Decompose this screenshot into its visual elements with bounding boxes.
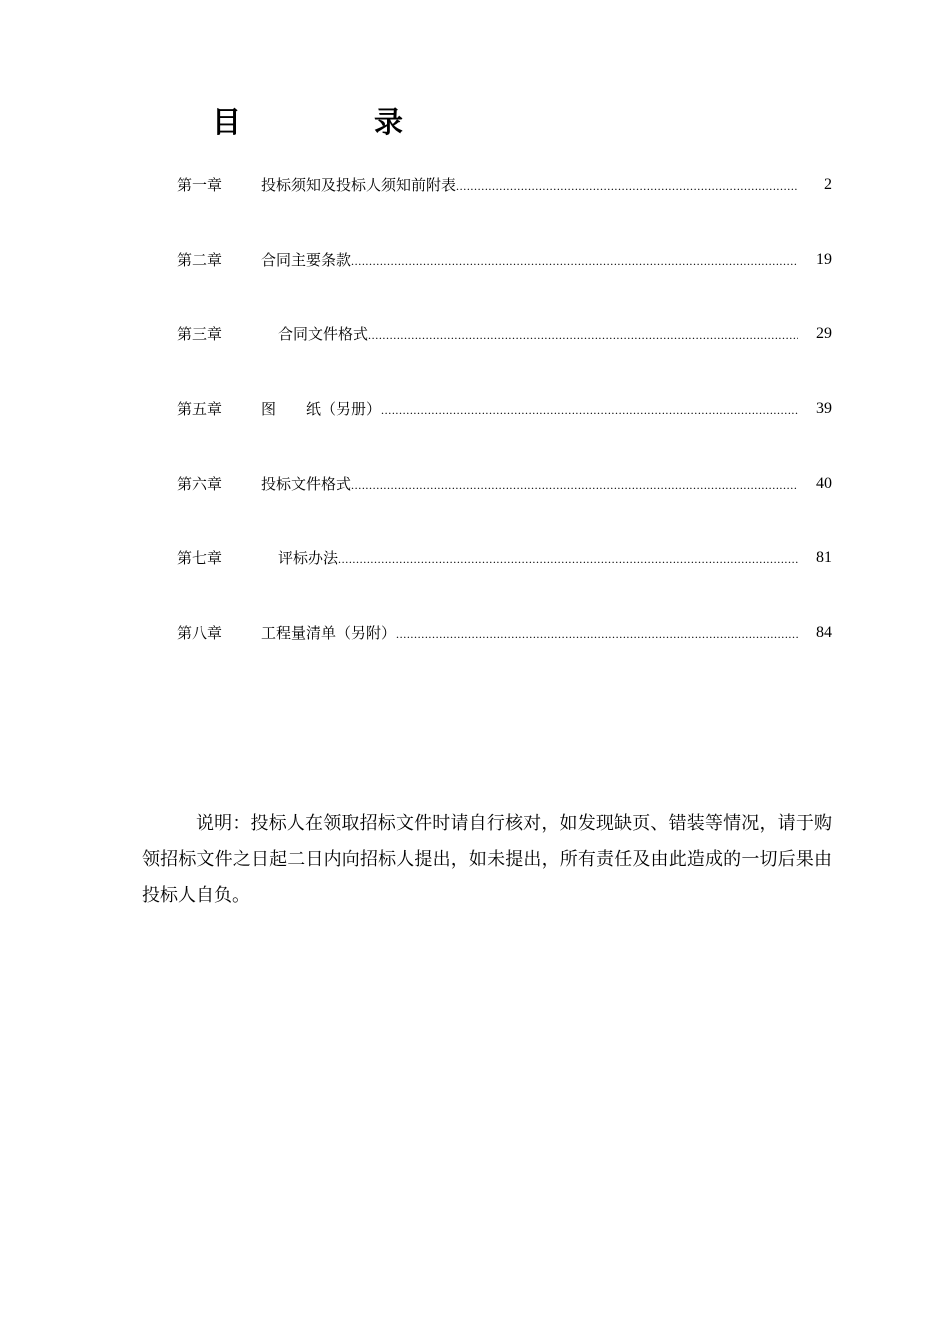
- instruction-note: 说明：投标人在领取招标文件时请自行核对，如发现缺页、错装等情况，请于购领招标文件之日起二日内向招标人提出，如未提出，所有责任及由此造成的一切后果由投标人自负。: [142, 813, 832, 906]
- toc-chapter-title: 合同文件格式: [278, 325, 369, 344]
- toc-entry[interactable]: [177, 618, 832, 693]
- toc-list: [177, 170, 832, 693]
- toc-chapter-title: 合同主要条款: [261, 250, 352, 269]
- toc-page-number: 81: [816, 549, 832, 567]
- toc-entry[interactable]: [177, 319, 832, 394]
- toc-chapter-title: 图 纸（另册）: [261, 400, 382, 419]
- toc-chapter-label: 第八章: [177, 624, 223, 643]
- toc-dot-leader: [351, 470, 798, 500]
- toc-page-number: 40: [816, 474, 832, 492]
- toc-entry[interactable]: [177, 170, 832, 245]
- toc-chapter-title: 投标须知及投标人须知前附表: [261, 176, 457, 194]
- toc-entry[interactable]: [177, 469, 832, 544]
- toc-chapter-title: 评标办法: [278, 549, 339, 568]
- toc-entry-title-line: [261, 469, 798, 500]
- toc-chapter-label: 第七章: [177, 549, 223, 568]
- toc-dot-leader: [381, 395, 798, 425]
- toc-dot-leader: [396, 619, 798, 649]
- toc-entry[interactable]: [177, 543, 832, 618]
- toc-chapter-label: 第三章: [177, 325, 223, 344]
- toc-page-number: 29: [816, 325, 832, 343]
- toc-title: 目 录: [212, 105, 456, 139]
- toc-dot-leader: [338, 544, 798, 574]
- toc-entry-title-line: [278, 543, 798, 574]
- toc-entry[interactable]: [177, 394, 832, 469]
- toc-dot-leader: [456, 171, 798, 201]
- toc-entry-title-line: [261, 618, 798, 649]
- toc-dot-leader: [368, 320, 798, 350]
- toc-entry-title-line: [261, 394, 798, 425]
- toc-chapter-label: 第六章: [177, 474, 223, 493]
- toc-chapter-label: 第五章: [177, 400, 223, 419]
- toc-page-number: 39: [816, 400, 832, 418]
- toc-chapter-title: 投标文件格式: [261, 474, 352, 493]
- toc-entry-title-line: [261, 170, 798, 201]
- toc-page-number: 84: [816, 624, 832, 642]
- toc-dot-leader: [351, 246, 798, 276]
- toc-chapter-label: 第一章: [177, 176, 223, 194]
- toc-entry-title-line: [261, 245, 798, 276]
- toc-chapter-title: 工程量清单（另附）: [261, 624, 397, 643]
- toc-page-number: 2: [824, 176, 832, 193]
- toc-entry[interactable]: [177, 245, 832, 320]
- toc-page-number: 19: [816, 250, 832, 268]
- toc-chapter-label: 第二章: [177, 250, 223, 269]
- toc-entry-title-line: [278, 319, 798, 350]
